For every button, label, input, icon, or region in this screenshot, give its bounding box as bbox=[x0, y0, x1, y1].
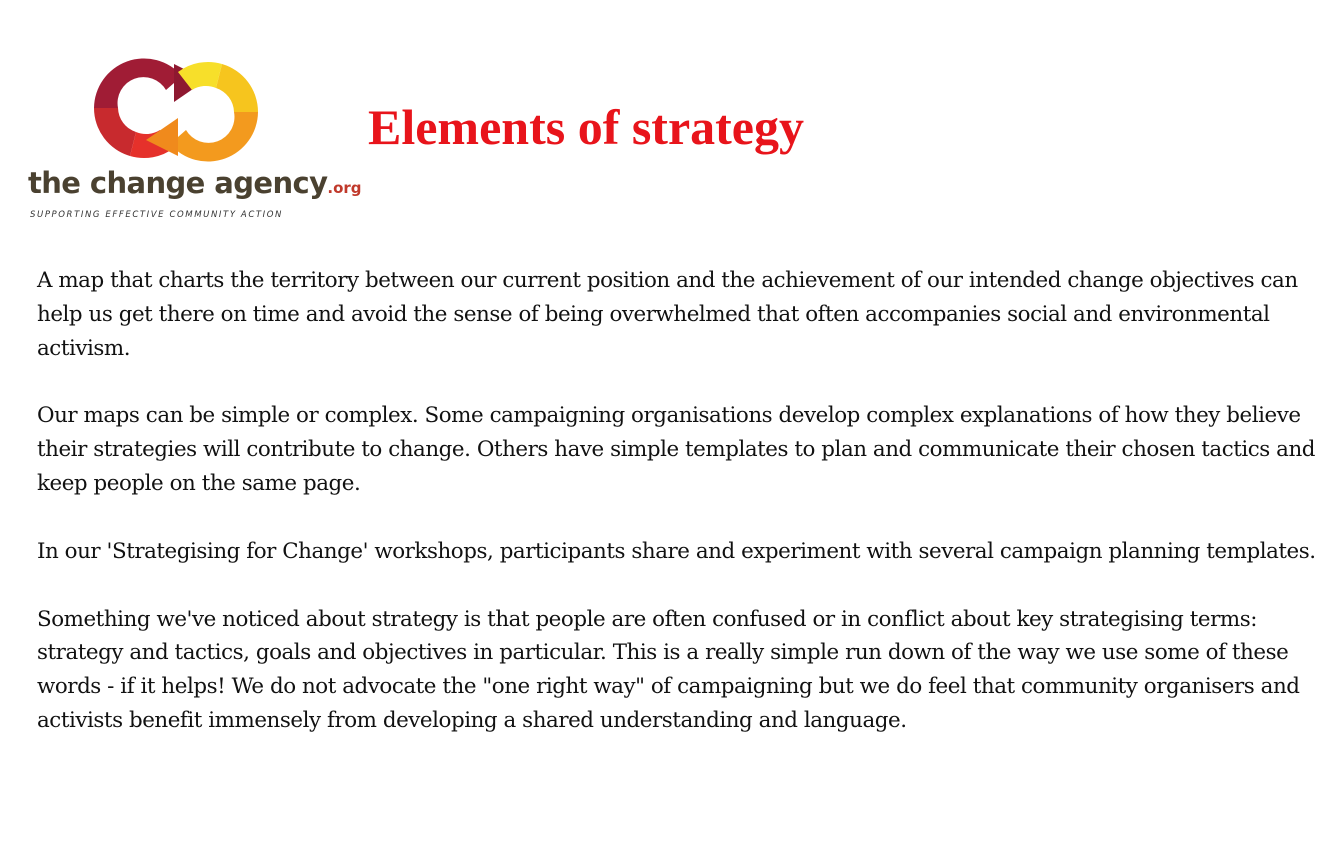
paragraph: A map that charts the territory between our current position and the achievement of our intended change objectives can help us get there on time and avoid the sense of being overwhelmed that often accompanies social and environmental activism. bbox=[37, 268, 1298, 361]
logo-wordmark: the change agency.org bbox=[28, 166, 362, 200]
body-text bbox=[37, 264, 1327, 772]
change-cycle-logo-icon bbox=[92, 56, 262, 166]
paragraph: In our 'Strategising for Change' workshops, participants share and experiment with several campaign planning templates. bbox=[37, 538, 1316, 564]
page-title: Elements of strategy bbox=[368, 99, 804, 155]
paragraph: Our maps can be simple or complex. Some campaigning organisations develop complex explanations of how they believe their strategies will contribute to change. Others have simple templates to plan and communicate their chosen tactics and keep people on the same page. bbox=[37, 403, 1316, 496]
logo-tagline: SUPPORTING EFFECTIVE COMMUNITY ACTION bbox=[30, 210, 284, 220]
paragraph: Something we've noticed about strategy is that people are often confused or in conflict about key strategising terms: strategy and tactics, goals and objectives in particular. This is a really simple run down of the way we use some of these words - if it helps! We do not advocate the "one right way" of campaigning but we do feel that community organisers and activists benefit immensely from developing a shared understanding and language. bbox=[37, 606, 1300, 733]
change-agency-logo bbox=[28, 52, 362, 228]
